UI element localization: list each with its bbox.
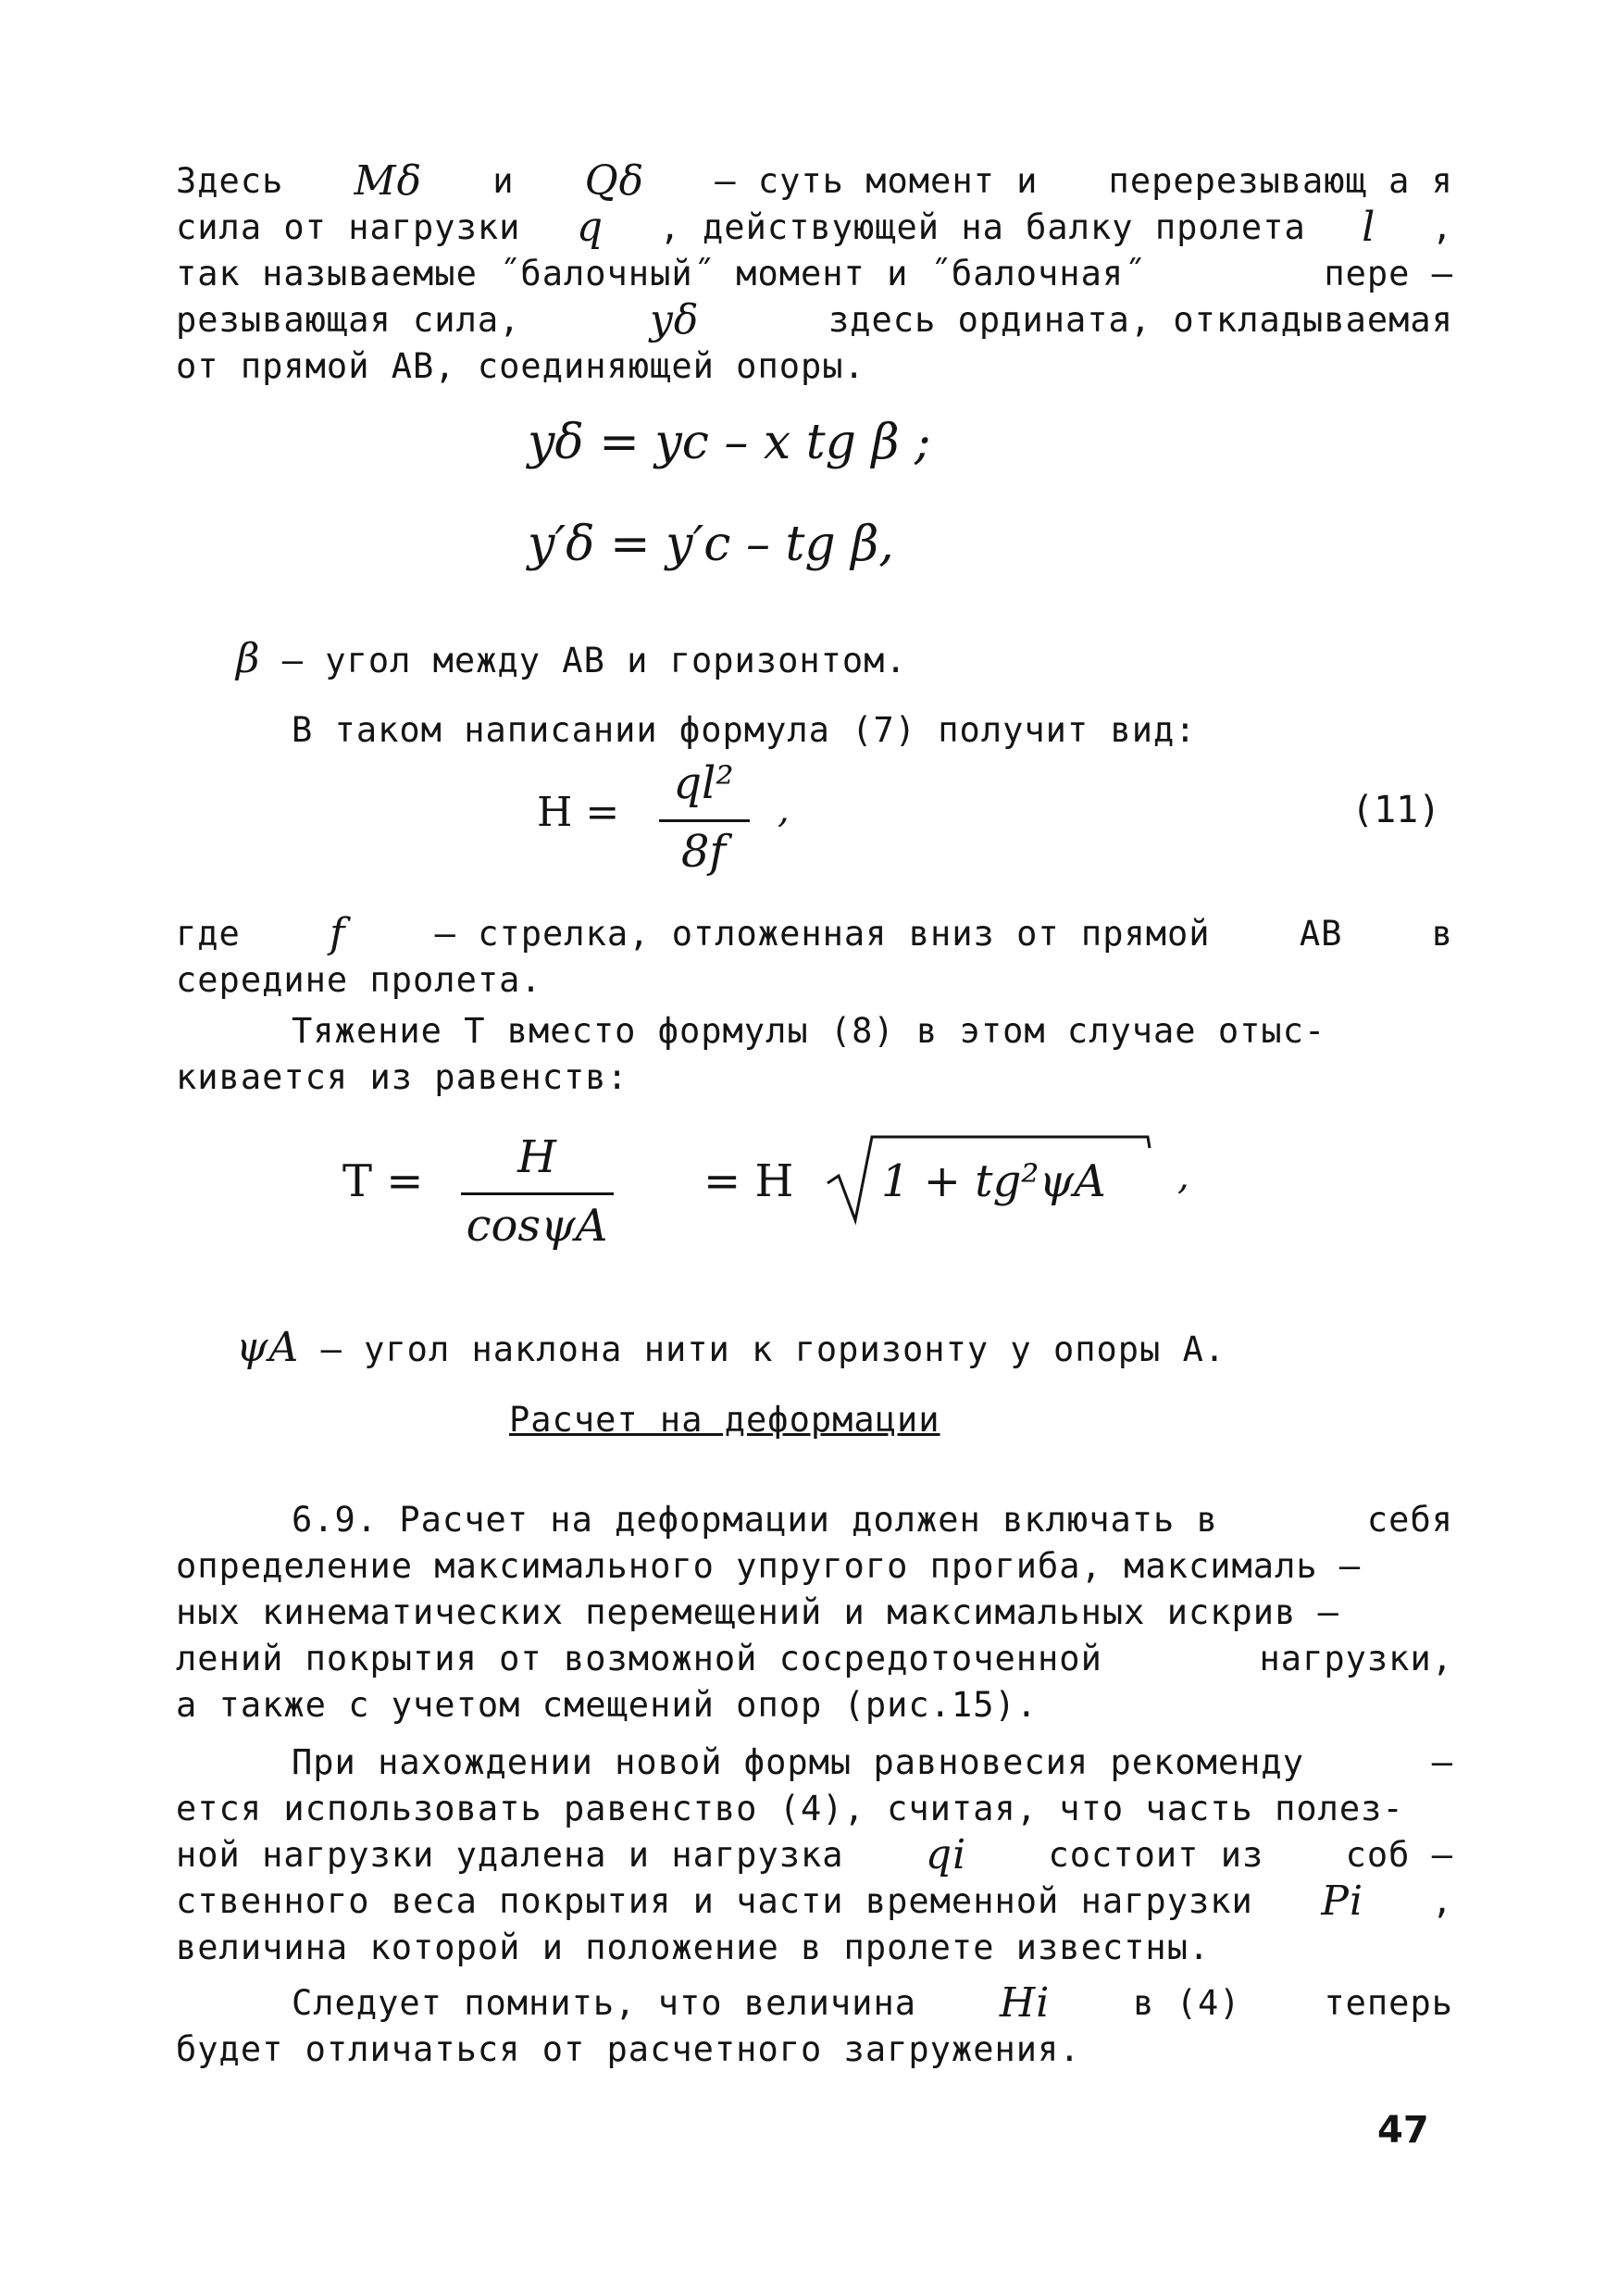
psi-symbol: ψA bbox=[236, 1324, 300, 1371]
formula-t-lhs: T = bbox=[342, 1155, 424, 1207]
formula-11-denominator: 8f bbox=[680, 826, 727, 878]
text-line: Тяжение Т вместо формулы (8) в этом случае отыс- bbox=[292, 1011, 1326, 1051]
beta-definition: β – угол между АВ и горизонтом. bbox=[236, 635, 907, 682]
beta-symbol: β bbox=[236, 635, 261, 682]
formula-t-numerator: H bbox=[517, 1131, 556, 1183]
equation-number: (11) bbox=[1351, 789, 1441, 831]
text-line: а также с учетом смещений опор (рис.15). bbox=[176, 1685, 1039, 1725]
formula-11-lhs: H = bbox=[537, 789, 620, 836]
text-line: величина которой и положение в пролете известны. bbox=[176, 1928, 1211, 1967]
text-line: При нахождении новой формы равновесия рекоменду – bbox=[292, 1742, 1453, 1782]
text-line: где f – стрелка, отложенная вниз от прямой АВ в bbox=[176, 910, 1453, 957]
text-line: ных кинематических перемещений и максимальных искрив – bbox=[176, 1592, 1339, 1632]
text-line: Следует помнить, что величина Hi в (4) теперь bbox=[292, 1979, 1453, 2027]
text-line: определение максимального упругого прогиба, максималь – bbox=[176, 1546, 1362, 1586]
page-number: 47 bbox=[1377, 2109, 1429, 2152]
section-heading: Расчет на деформации bbox=[509, 1400, 940, 1440]
formula-t-radicand: 1 + tg²ψA bbox=[881, 1155, 1106, 1207]
text-line: ной нагрузки удалена и нагрузка qi состоит из соб – bbox=[176, 1831, 1453, 1878]
text-line: В таком написании формула (7) получит вид: bbox=[292, 710, 1197, 750]
text-line: будет отличаться от расчетного загружения. bbox=[176, 2029, 1081, 2069]
text-line: так называемые ˝балочный˝ момент и ˝балочная˝ пере – bbox=[176, 254, 1453, 293]
text-line: середине пролета. bbox=[176, 960, 542, 1000]
text-line: кивается из равенств: bbox=[176, 1057, 629, 1097]
formula-t-rhs: = H bbox=[703, 1155, 794, 1207]
formula-11-comma: , bbox=[778, 789, 790, 831]
fraction-bar bbox=[461, 1192, 614, 1195]
formula-t-comma: , bbox=[1177, 1155, 1189, 1198]
text-line: ется использовать равенство (4), считая, что часть полез- bbox=[176, 1789, 1404, 1828]
formula-11-numerator: ql² bbox=[673, 757, 734, 809]
fraction-bar bbox=[659, 819, 750, 822]
text-line: сила от нагрузки q , действующей на балку пролета l , bbox=[176, 204, 1453, 251]
text-line: резывающая сила, yδ здесь ордината, откладываемая bbox=[176, 296, 1453, 343]
text-line: ственного веса покрытия и части временной нагрузки Pi , bbox=[176, 1878, 1453, 1925]
formula-t-denominator: cosψA bbox=[466, 1200, 608, 1252]
text-line: Здесь Mδ и Qδ – суть момент и перерезывающ а я bbox=[176, 157, 1453, 205]
text-line: от прямой АВ, соединяющей опоры. bbox=[176, 346, 865, 386]
formula-y-delta-prime: y′δ = y′c – tg β, bbox=[528, 517, 894, 572]
formula-y-delta: yδ = yc – x tg β ; bbox=[528, 415, 931, 470]
psi-definition: ψA – угол наклона нити к горизонту у опоры А. bbox=[236, 1324, 1226, 1371]
text-line: лений покрытия от возможной сосредоточенной нагрузки, bbox=[176, 1639, 1453, 1678]
text-line: 6.9. Расчет на деформации должен включать в себя bbox=[292, 1500, 1453, 1540]
